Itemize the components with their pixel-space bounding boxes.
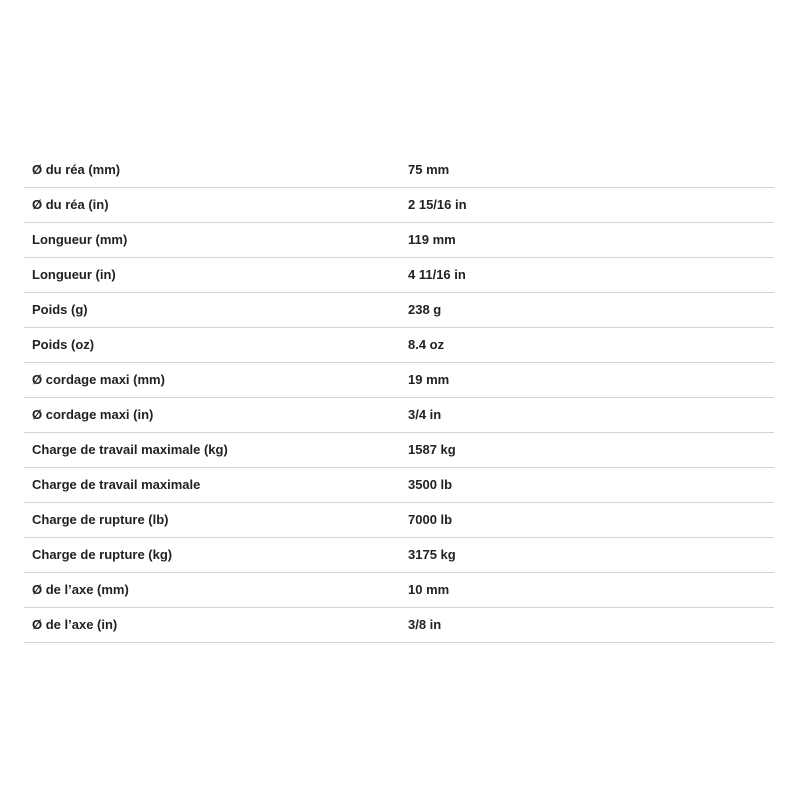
- spec-label: Poids (g): [32, 302, 88, 317]
- spec-label: Longueur (in): [32, 267, 116, 282]
- spec-value: 1587 kg: [408, 442, 456, 457]
- spec-row: [24, 432, 774, 467]
- spec-row: [24, 572, 774, 607]
- spec-value: 238 g: [408, 302, 442, 317]
- spec-label: Charge de travail maximale (kg): [32, 442, 228, 457]
- spec-value: 3175 kg: [408, 547, 456, 562]
- spec-row: [24, 502, 774, 537]
- spec-label: Ø de l’axe (in): [32, 617, 118, 632]
- spec-row: [24, 327, 774, 362]
- spec-value: 10 mm: [408, 582, 450, 597]
- spec-row: [24, 537, 774, 572]
- spec-label: Ø cordage maxi (mm): [32, 372, 165, 387]
- spec-row: [24, 292, 774, 327]
- spec-row: [24, 362, 774, 397]
- spec-label: Ø du réa (in): [32, 197, 109, 212]
- spec-value: 3/8 in: [408, 617, 442, 632]
- spec-value: 3/4 in: [408, 407, 442, 422]
- spec-label: Ø de l’axe (mm): [32, 582, 129, 597]
- spec-row: [24, 257, 774, 292]
- spec-table: [24, 152, 774, 643]
- spec-label: Longueur (mm): [32, 232, 128, 247]
- spec-label: Charge de rupture (lb): [32, 512, 169, 527]
- spec-row: [24, 467, 774, 502]
- spec-value: 119 mm: [408, 232, 456, 247]
- spec-label: Charge de rupture (kg): [32, 547, 173, 562]
- spec-value: 75 mm: [408, 161, 450, 177]
- spec-value: 2 15/16 in: [408, 197, 467, 212]
- spec-value: 4 11/16 in: [408, 267, 466, 282]
- spec-label: Charge de travail maximale: [32, 477, 201, 492]
- spec-label: Poids (oz): [32, 337, 95, 352]
- spec-row: [24, 397, 774, 432]
- spec-value: 8.4 oz: [408, 337, 445, 352]
- spec-row: [24, 222, 774, 257]
- spec-value: 3500 lb: [408, 477, 453, 492]
- spec-table-body: [24, 152, 774, 642]
- spec-value: 19 mm: [408, 372, 450, 387]
- spec-row: [24, 152, 774, 187]
- spec-row: [24, 187, 774, 222]
- spec-label: Ø du réa (mm): [32, 161, 121, 177]
- spec-value: 7000 lb: [408, 512, 453, 527]
- spec-label: Ø cordage maxi (in): [32, 407, 154, 422]
- spec-row: [24, 607, 774, 642]
